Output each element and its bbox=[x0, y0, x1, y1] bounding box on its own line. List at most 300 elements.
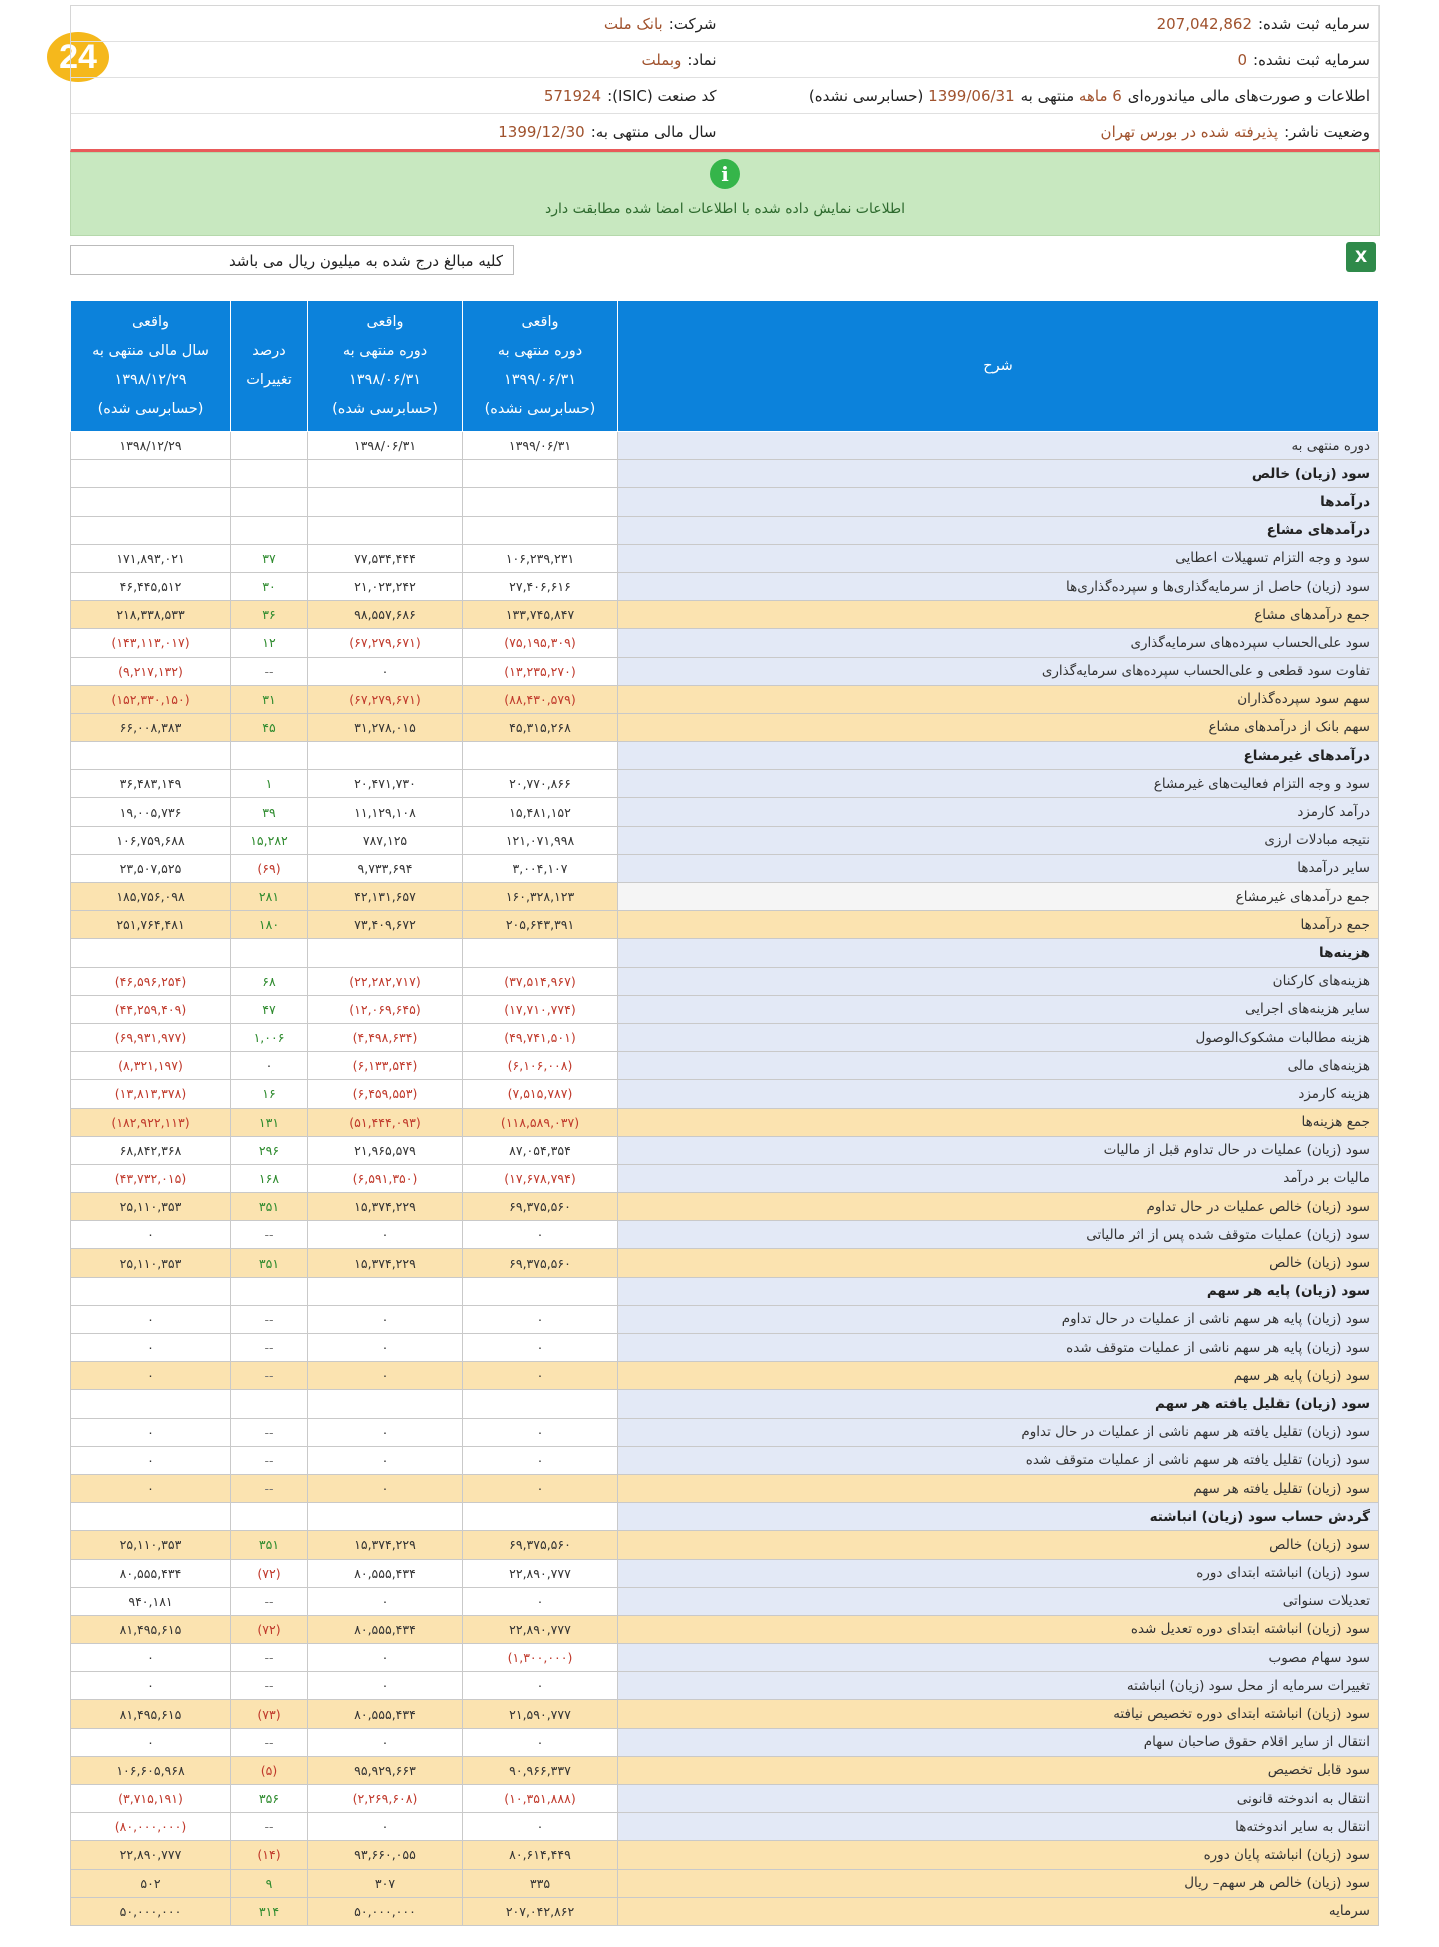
financial-statement-table-wrap bbox=[70, 300, 1378, 1926]
table-row bbox=[71, 1249, 1379, 1277]
value-period-1398 bbox=[308, 1503, 463, 1531]
company-value[interactable]: بانک ملت bbox=[603, 14, 663, 33]
row-description: سود (زیان) خالص bbox=[618, 460, 1379, 488]
value-change-percent: ۴۷ bbox=[231, 995, 308, 1023]
symbol-label: نماد: bbox=[687, 50, 717, 69]
isic-cell bbox=[71, 78, 725, 113]
value-period-1398: (۲۲,۲۸۲,۷۱۷) bbox=[308, 967, 463, 995]
value-period-1399: ۲۰,۷۷۰,۸۶۶ bbox=[463, 770, 618, 798]
value-period-1399: ۰ bbox=[463, 1221, 618, 1249]
value-period-1398 bbox=[308, 1390, 463, 1418]
fiscal-year-label: سال مالی منتهی به: bbox=[590, 122, 717, 141]
header-period-1399 bbox=[463, 301, 618, 432]
row-description: سود و وجه التزام فعالیت‌های غیرمشاع bbox=[618, 770, 1379, 798]
excel-export-icon[interactable]: X bbox=[1346, 242, 1376, 272]
value-change-percent: ۲۹۶ bbox=[231, 1136, 308, 1164]
company-cell bbox=[71, 6, 725, 41]
value-change-percent: ۱۲ bbox=[231, 629, 308, 657]
value-fiscal-year-1398: (۴۶,۵۹۶,۲۵۴) bbox=[71, 967, 231, 995]
table-row bbox=[71, 1672, 1379, 1700]
value-period-1398: ۰ bbox=[308, 1418, 463, 1446]
value-fiscal-year-1398: ۱۰۶,۶۰۵,۹۶۸ bbox=[71, 1756, 231, 1784]
table-row bbox=[71, 516, 1379, 544]
header-line: (حسابرسی شده) bbox=[97, 401, 204, 417]
row-description: جمع درآمدهای مشاع bbox=[618, 601, 1379, 629]
value-fiscal-year-1398: (۱۵۲,۳۳۰,۱۵۰) bbox=[71, 685, 231, 713]
value-period-1399: (۱۷,۷۱۰,۷۷۴) bbox=[463, 995, 618, 1023]
value-change-percent bbox=[231, 516, 308, 544]
publisher-status-value: پذیرفته شده در بورس تهران bbox=[1100, 122, 1279, 141]
value-period-1398: ۰ bbox=[308, 1587, 463, 1615]
header-line: ۱۳۹۸/۰۶/۳۱ bbox=[348, 372, 422, 388]
value-period-1399: ۲۰۷,۰۴۲,۸۶۲ bbox=[463, 1897, 618, 1925]
value-fiscal-year-1398: (۸,۳۲۱,۱۹۷) bbox=[71, 1052, 231, 1080]
row-description: تعدیلات سنواتی bbox=[618, 1587, 1379, 1615]
value-change-percent: ۳۵۶ bbox=[231, 1785, 308, 1813]
value-change-percent: ۲۸۱ bbox=[231, 883, 308, 911]
value-fiscal-year-1398: ۰ bbox=[71, 1728, 231, 1756]
value-period-1399: (۳۷,۵۱۴,۹۶۷) bbox=[463, 967, 618, 995]
row-description: سود (زیان) انباشته پایان دوره bbox=[618, 1841, 1379, 1869]
info-icon: i bbox=[710, 159, 740, 189]
value-period-1398: (۱۲,۰۶۹,۶۴۵) bbox=[308, 995, 463, 1023]
value-period-1398: (۶۷,۲۷۹,۶۷۱) bbox=[308, 685, 463, 713]
value-fiscal-year-1398 bbox=[71, 1277, 231, 1305]
value-period-1399: ۰ bbox=[463, 1418, 618, 1446]
value-period-1398: ۸۰,۵۵۵,۴۳۴ bbox=[308, 1615, 463, 1643]
row-description: سود (زیان) حاصل از سرمایه‌گذاری‌ها و سپرده‌گذاری‌ها bbox=[618, 572, 1379, 600]
value-change-percent: (۷۲) bbox=[231, 1559, 308, 1587]
table-row bbox=[71, 1446, 1379, 1474]
value-fiscal-year-1398: (۳,۷۱۵,۱۹۱) bbox=[71, 1785, 231, 1813]
value-fiscal-year-1398: ۶۶,۰۰۸,۳۸۳ bbox=[71, 713, 231, 741]
symbol-cell bbox=[71, 42, 725, 77]
value-fiscal-year-1398: ۵۰۲ bbox=[71, 1869, 231, 1897]
value-change-percent bbox=[231, 1277, 308, 1305]
value-fiscal-year-1398: ۲۵,۱۱۰,۳۵۳ bbox=[71, 1531, 231, 1559]
value-change-percent: ۱ bbox=[231, 770, 308, 798]
value-change-percent bbox=[231, 460, 308, 488]
value-period-1399: ۸۷,۰۵۴,۳۵۴ bbox=[463, 1136, 618, 1164]
row-description: سود (زیان) پایه هر سهم bbox=[618, 1362, 1379, 1390]
value-period-1398: ۲۰,۴۷۱,۷۳۰ bbox=[308, 770, 463, 798]
header-change-percent bbox=[231, 301, 308, 432]
header-line: واقعی bbox=[521, 314, 559, 330]
value-period-1398: ۱۵,۳۷۴,۲۲۹ bbox=[308, 1531, 463, 1559]
value-period-1399: ۱۰۶,۲۳۹,۲۳۱ bbox=[463, 544, 618, 572]
value-fiscal-year-1398: (۱۸۲,۹۲۲,۱۱۳) bbox=[71, 1108, 231, 1136]
value-period-1398: ۹۵,۹۲۹,۶۶۳ bbox=[308, 1756, 463, 1784]
header-line: دوره منتهی به bbox=[497, 343, 583, 359]
table-row bbox=[71, 939, 1379, 967]
table-row bbox=[71, 1193, 1379, 1221]
header-line: تغییرات bbox=[246, 372, 292, 388]
value-period-1399: ۱۳۹۹/۰۶/۳۱ bbox=[463, 432, 618, 460]
value-fiscal-year-1398: ۰ bbox=[71, 1221, 231, 1249]
table-row bbox=[71, 1334, 1379, 1362]
table-row bbox=[71, 572, 1379, 600]
value-period-1398: ۳۱,۲۷۸,۰۱۵ bbox=[308, 713, 463, 741]
value-change-percent: -- bbox=[231, 1728, 308, 1756]
value-period-1398: ۵۰,۰۰۰,۰۰۰ bbox=[308, 1897, 463, 1925]
value-period-1398: ۲۱,۰۲۳,۲۴۲ bbox=[308, 572, 463, 600]
table-row bbox=[71, 1277, 1379, 1305]
table-row bbox=[71, 1052, 1379, 1080]
value-change-percent: ۱۳۱ bbox=[231, 1108, 308, 1136]
value-change-percent: -- bbox=[231, 1334, 308, 1362]
company-info-panel bbox=[70, 5, 1380, 152]
value-fiscal-year-1398 bbox=[71, 1503, 231, 1531]
value-fiscal-year-1398: ۰ bbox=[71, 1644, 231, 1672]
table-row bbox=[71, 826, 1379, 854]
value-period-1399: ۲۷,۴۰۶,۶۱۶ bbox=[463, 572, 618, 600]
table-row bbox=[71, 1305, 1379, 1333]
table-row bbox=[71, 967, 1379, 995]
row-description: هزینه‌های مالی bbox=[618, 1052, 1379, 1080]
row-description: جمع درآمدها bbox=[618, 911, 1379, 939]
registered-capital-label: سرمایه ثبت شده: bbox=[1258, 14, 1370, 33]
table-row bbox=[71, 1362, 1379, 1390]
table-row bbox=[71, 1531, 1379, 1559]
value-period-1399: ۲۰۵,۶۴۳,۳۹۱ bbox=[463, 911, 618, 939]
value-fiscal-year-1398 bbox=[71, 742, 231, 770]
row-description: سود علی‌الحساب سپرده‌های سرمایه‌گذاری bbox=[618, 629, 1379, 657]
value-fiscal-year-1398: (۹,۲۱۷,۱۳۲) bbox=[71, 657, 231, 685]
value-fiscal-year-1398 bbox=[71, 516, 231, 544]
value-period-1399: ۰ bbox=[463, 1474, 618, 1502]
value-fiscal-year-1398: (۱۴۳,۱۱۳,۰۱۷) bbox=[71, 629, 231, 657]
value-period-1399: ۲۱,۵۹۰,۷۷۷ bbox=[463, 1700, 618, 1728]
value-change-percent: ۳۰ bbox=[231, 572, 308, 600]
value-change-percent bbox=[231, 742, 308, 770]
table-row bbox=[71, 1559, 1379, 1587]
value-period-1398: ۰ bbox=[308, 1221, 463, 1249]
value-period-1399: ۰ bbox=[463, 1813, 618, 1841]
info-row bbox=[71, 42, 1379, 78]
value-fiscal-year-1398 bbox=[71, 1390, 231, 1418]
value-period-1398: (۶,۴۵۹,۵۵۳) bbox=[308, 1080, 463, 1108]
value-fiscal-year-1398: ۶۸,۸۴۲,۳۶۸ bbox=[71, 1136, 231, 1164]
row-description: سهم بانک از درآمدهای مشاع bbox=[618, 713, 1379, 741]
value-change-percent bbox=[231, 488, 308, 516]
value-period-1399: ۰ bbox=[463, 1334, 618, 1362]
report-audit-status: (حسابرسی نشده) bbox=[808, 86, 924, 105]
value-period-1398: ۷۸۷,۱۲۵ bbox=[308, 826, 463, 854]
registered-capital-cell bbox=[725, 6, 1380, 41]
value-period-1399: ۳۳۵ bbox=[463, 1869, 618, 1897]
value-change-percent: (۱۴) bbox=[231, 1841, 308, 1869]
value-period-1399: ۶۹,۳۷۵,۵۶۰ bbox=[463, 1193, 618, 1221]
value-fiscal-year-1398: ۵۰,۰۰۰,۰۰۰ bbox=[71, 1897, 231, 1925]
header-line: ۱۳۹۹/۰۶/۳۱ bbox=[503, 372, 577, 388]
value-fiscal-year-1398: ۱۷۱,۸۹۳,۰۲۱ bbox=[71, 544, 231, 572]
value-period-1399: ۱۳۳,۷۴۵,۸۴۷ bbox=[463, 601, 618, 629]
value-fiscal-year-1398: ۱۳۹۸/۱۲/۲۹ bbox=[71, 432, 231, 460]
value-period-1398: ۱۱,۱۲۹,۱۰۸ bbox=[308, 798, 463, 826]
publisher-status-cell bbox=[725, 114, 1380, 149]
value-change-percent: ۱۸۰ bbox=[231, 911, 308, 939]
value-period-1398: (۶۷,۲۷۹,۶۷۱) bbox=[308, 629, 463, 657]
table-row bbox=[71, 1474, 1379, 1502]
value-period-1398: (۴,۴۹۸,۶۳۴) bbox=[308, 1023, 463, 1051]
header-line: ۱۳۹۸/۱۲/۲۹ bbox=[114, 372, 187, 388]
table-row bbox=[71, 911, 1379, 939]
row-description: تغییرات سرمایه از محل سود (زیان) انباشته bbox=[618, 1672, 1379, 1700]
value-change-percent: ۳۹ bbox=[231, 798, 308, 826]
value-fiscal-year-1398: ۰ bbox=[71, 1305, 231, 1333]
value-period-1399: ۱۲۱,۰۷۱,۹۹۸ bbox=[463, 826, 618, 854]
row-description: سایر هزینه‌های اجرایی bbox=[618, 995, 1379, 1023]
value-period-1398: ۰ bbox=[308, 657, 463, 685]
row-description: سود (زیان) تقلیل یافته هر سهم ناشی از عملیات متوقف شده bbox=[618, 1446, 1379, 1474]
header-line: واقعی bbox=[131, 314, 170, 330]
value-change-percent: ۱۶۸ bbox=[231, 1164, 308, 1192]
table-row bbox=[71, 1080, 1379, 1108]
value-change-percent: (۶۹) bbox=[231, 854, 308, 882]
value-change-percent: -- bbox=[231, 1813, 308, 1841]
value-period-1399: ۴۵,۳۱۵,۲۶۸ bbox=[463, 713, 618, 741]
fiscal-year-cell bbox=[71, 114, 725, 149]
value-change-percent: -- bbox=[231, 657, 308, 685]
value-period-1399: (۱۱۸,۵۸۹,۰۳۷) bbox=[463, 1108, 618, 1136]
row-description: نتیجه مبادلات ارزی bbox=[618, 826, 1379, 854]
value-change-percent: ۴۵ bbox=[231, 713, 308, 741]
value-fiscal-year-1398: ۲۲,۸۹۰,۷۷۷ bbox=[71, 1841, 231, 1869]
verification-banner bbox=[70, 152, 1380, 236]
value-change-percent: ۳۵۱ bbox=[231, 1193, 308, 1221]
row-description: سود (زیان) عملیات در حال تداوم قبل از مالیات bbox=[618, 1136, 1379, 1164]
value-period-1399: ۰ bbox=[463, 1587, 618, 1615]
row-description: سود (زیان) پایه هر سهم ناشی از عملیات در حال تداوم bbox=[618, 1305, 1379, 1333]
value-period-1399: (۷,۵۱۵,۷۸۷) bbox=[463, 1080, 618, 1108]
row-description: سود (زیان) خالص عملیات در حال تداوم bbox=[618, 1193, 1379, 1221]
value-period-1399: ۹۰,۹۶۶,۳۳۷ bbox=[463, 1756, 618, 1784]
value-period-1398: ۱۳۹۸/۰۶/۳۱ bbox=[308, 432, 463, 460]
value-period-1399: ۰ bbox=[463, 1362, 618, 1390]
table-row bbox=[71, 1108, 1379, 1136]
site-logo[interactable]: 24 bbox=[47, 32, 109, 82]
value-period-1399 bbox=[463, 939, 618, 967]
value-change-percent: ۹ bbox=[231, 1869, 308, 1897]
value-period-1398 bbox=[308, 939, 463, 967]
value-change-percent bbox=[231, 939, 308, 967]
row-description: سود (زیان) خالص bbox=[618, 1531, 1379, 1559]
table-row bbox=[71, 1390, 1379, 1418]
table-row bbox=[71, 995, 1379, 1023]
company-label: شرکت: bbox=[668, 14, 717, 33]
table-row bbox=[71, 1897, 1379, 1925]
row-description: سود (زیان) خالص هر سهم– ریال bbox=[618, 1869, 1379, 1897]
value-change-percent: -- bbox=[231, 1446, 308, 1474]
value-fiscal-year-1398: ۰ bbox=[71, 1446, 231, 1474]
value-period-1398: ۰ bbox=[308, 1305, 463, 1333]
value-period-1398: ۰ bbox=[308, 1334, 463, 1362]
row-description: سایر درآمدها bbox=[618, 854, 1379, 882]
value-fiscal-year-1398: (۴۴,۲۵۹,۴۰۹) bbox=[71, 995, 231, 1023]
value-period-1399 bbox=[463, 1277, 618, 1305]
value-period-1398: ۷۷,۵۳۴,۴۴۴ bbox=[308, 544, 463, 572]
value-fiscal-year-1398: (۴۳,۷۳۲,۰۱۵) bbox=[71, 1164, 231, 1192]
row-description: سود (زیان) انباشته ابتدای دوره bbox=[618, 1559, 1379, 1587]
header-line: دوره منتهی به bbox=[342, 343, 428, 359]
value-period-1399: ۱۶۰,۳۲۸,۱۲۳ bbox=[463, 883, 618, 911]
symbol-value[interactable]: وبملت bbox=[641, 50, 682, 69]
table-row bbox=[71, 685, 1379, 713]
value-change-percent: -- bbox=[231, 1418, 308, 1446]
value-fiscal-year-1398: ۴۶,۴۴۵,۵۱۲ bbox=[71, 572, 231, 600]
header-line: (حسابرسی نشده) bbox=[484, 401, 596, 417]
table-row bbox=[71, 1587, 1379, 1615]
row-description: هزینه کارمزد bbox=[618, 1080, 1379, 1108]
value-change-percent: (۷۲) bbox=[231, 1615, 308, 1643]
value-change-percent: ۳۷ bbox=[231, 544, 308, 572]
value-change-percent: ۶۸ bbox=[231, 967, 308, 995]
value-period-1398: ۹۸,۵۵۷,۶۸۶ bbox=[308, 601, 463, 629]
value-period-1399: ۱۵,۴۸۱,۱۵۲ bbox=[463, 798, 618, 826]
value-change-percent: ۳۵۱ bbox=[231, 1531, 308, 1559]
header-line: سال مالی منتهی به bbox=[92, 343, 209, 359]
value-period-1399 bbox=[463, 488, 618, 516]
row-description: دوره منتهی به bbox=[618, 432, 1379, 460]
value-period-1398 bbox=[308, 1277, 463, 1305]
row-description: سود (زیان) انباشته ابتدای دوره تعدیل شده bbox=[618, 1615, 1379, 1643]
value-period-1399: (۱۳,۲۳۵,۲۷۰) bbox=[463, 657, 618, 685]
value-period-1398 bbox=[308, 460, 463, 488]
row-description: سهم سود سپرده‌گذاران bbox=[618, 685, 1379, 713]
publisher-status-label: وضعیت ناشر: bbox=[1284, 122, 1370, 141]
value-change-percent: ۱۵,۲۸۲ bbox=[231, 826, 308, 854]
value-period-1398: ۱۵,۳۷۴,۲۲۹ bbox=[308, 1193, 463, 1221]
value-change-percent: -- bbox=[231, 1587, 308, 1615]
value-period-1399: (۴۹,۷۴۱,۵۰۱) bbox=[463, 1023, 618, 1051]
row-description: درآمدهای غیرمشاع bbox=[618, 742, 1379, 770]
value-fiscal-year-1398: ۳۶,۴۸۳,۱۴۹ bbox=[71, 770, 231, 798]
table-row bbox=[71, 1418, 1379, 1446]
table-header-row bbox=[71, 301, 1379, 432]
value-fiscal-year-1398: ۱۹,۰۰۵,۷۳۶ bbox=[71, 798, 231, 826]
value-period-1399 bbox=[463, 516, 618, 544]
value-period-1398: ۳۰۷ bbox=[308, 1869, 463, 1897]
value-period-1398: ۰ bbox=[308, 1672, 463, 1700]
value-change-percent: (۷۳) bbox=[231, 1700, 308, 1728]
row-description: سود (زیان) تقلیل یافته هر سهم bbox=[618, 1390, 1379, 1418]
table-row bbox=[71, 1728, 1379, 1756]
verification-message: اطلاعات نمایش داده شده با اطلاعات امضا شده مطابقت دارد bbox=[545, 201, 905, 217]
row-description: سود (زیان) تقلیل یافته هر سهم bbox=[618, 1474, 1379, 1502]
header-line: (حسابرسی شده) bbox=[332, 401, 438, 417]
value-period-1398: (۶,۱۳۳,۵۴۴) bbox=[308, 1052, 463, 1080]
value-period-1399: ۲۲,۸۹۰,۷۷۷ bbox=[463, 1615, 618, 1643]
table-row bbox=[71, 713, 1379, 741]
report-pre-text: اطلاعات و صورت‌های مالی میاندوره‌ای bbox=[1127, 86, 1370, 105]
value-fiscal-year-1398: ۲۵,۱۱۰,۳۵۳ bbox=[71, 1193, 231, 1221]
header-description bbox=[618, 301, 1379, 432]
row-description: سود و وجه التزام تسهیلات اعطایی bbox=[618, 544, 1379, 572]
table-row bbox=[71, 1700, 1379, 1728]
value-period-1399: (۱,۳۰۰,۰۰۰) bbox=[463, 1644, 618, 1672]
table-row bbox=[71, 1164, 1379, 1192]
row-description: درآمدهای مشاع bbox=[618, 516, 1379, 544]
row-description: هزینه‌های کارکنان bbox=[618, 967, 1379, 995]
value-fiscal-year-1398: ۱۰۶,۷۵۹,۶۸۸ bbox=[71, 826, 231, 854]
value-period-1398: ۱۵,۳۷۴,۲۲۹ bbox=[308, 1249, 463, 1277]
table-row bbox=[71, 1503, 1379, 1531]
value-change-percent bbox=[231, 1503, 308, 1531]
table-row bbox=[71, 798, 1379, 826]
row-description: سود (زیان) تقلیل یافته هر سهم ناشی از عملیات در حال تداوم bbox=[618, 1418, 1379, 1446]
value-fiscal-year-1398: ۰ bbox=[71, 1474, 231, 1502]
report-title-cell bbox=[725, 78, 1380, 113]
value-period-1398: ۸۰,۵۵۵,۴۳۴ bbox=[308, 1700, 463, 1728]
value-period-1398: ۰ bbox=[308, 1362, 463, 1390]
value-change-percent: -- bbox=[231, 1644, 308, 1672]
value-period-1399: ۰ bbox=[463, 1305, 618, 1333]
value-period-1399: ۰ bbox=[463, 1446, 618, 1474]
value-period-1398: ۰ bbox=[308, 1644, 463, 1672]
table-row bbox=[71, 657, 1379, 685]
value-period-1398 bbox=[308, 742, 463, 770]
value-period-1398 bbox=[308, 516, 463, 544]
value-change-percent: ۱۶ bbox=[231, 1080, 308, 1108]
row-description: سود (زیان) خالص bbox=[618, 1249, 1379, 1277]
table-row bbox=[71, 742, 1379, 770]
unregistered-capital-cell bbox=[725, 42, 1380, 77]
table-row bbox=[71, 1221, 1379, 1249]
value-period-1399: ۸۰,۶۱۴,۴۴۹ bbox=[463, 1841, 618, 1869]
isic-label: کد صنعت (ISIC): bbox=[607, 86, 717, 105]
report-months: 6 ماهه bbox=[1078, 86, 1122, 105]
value-fiscal-year-1398: ۰ bbox=[71, 1362, 231, 1390]
table-row bbox=[71, 1785, 1379, 1813]
header-fiscal-year-1398 bbox=[71, 301, 231, 432]
value-change-percent: -- bbox=[231, 1362, 308, 1390]
table-row bbox=[71, 601, 1379, 629]
table-row bbox=[71, 1023, 1379, 1051]
value-change-percent: ۱,۰۰۶ bbox=[231, 1023, 308, 1051]
value-change-percent: -- bbox=[231, 1305, 308, 1333]
row-description: سود (زیان) عملیات متوقف شده پس از اثر مالیاتی bbox=[618, 1221, 1379, 1249]
value-fiscal-year-1398: ۰ bbox=[71, 1672, 231, 1700]
table-row bbox=[71, 544, 1379, 572]
value-period-1398: ۸۰,۵۵۵,۴۳۴ bbox=[308, 1559, 463, 1587]
table-row bbox=[71, 629, 1379, 657]
header-line: واقعی bbox=[366, 314, 404, 330]
table-row bbox=[71, 883, 1379, 911]
info-row bbox=[71, 6, 1379, 42]
row-description: جمع درآمدهای غیرمشاع bbox=[618, 883, 1379, 911]
value-change-percent: -- bbox=[231, 1672, 308, 1700]
value-change-percent: ۰ bbox=[231, 1052, 308, 1080]
value-period-1399: ۶۹,۳۷۵,۵۶۰ bbox=[463, 1531, 618, 1559]
table-row bbox=[71, 1756, 1379, 1784]
value-period-1399: ۲۲,۸۹۰,۷۷۷ bbox=[463, 1559, 618, 1587]
value-change-percent: -- bbox=[231, 1221, 308, 1249]
value-period-1398: ۷۳,۴۰۹,۶۷۲ bbox=[308, 911, 463, 939]
value-period-1399 bbox=[463, 1503, 618, 1531]
table-row bbox=[71, 770, 1379, 798]
value-change-percent: -- bbox=[231, 1474, 308, 1502]
value-period-1399: (۸۸,۴۳۰,۵۷۹) bbox=[463, 685, 618, 713]
value-period-1399 bbox=[463, 1390, 618, 1418]
info-row bbox=[71, 78, 1379, 114]
value-change-percent: (۵) bbox=[231, 1756, 308, 1784]
value-period-1398: (۶,۵۹۱,۳۵۰) bbox=[308, 1164, 463, 1192]
value-period-1399: (۱۷,۶۷۸,۷۹۴) bbox=[463, 1164, 618, 1192]
header-line: درصد bbox=[252, 343, 286, 359]
table-row bbox=[71, 1136, 1379, 1164]
value-period-1398: ۹,۷۳۳,۶۹۴ bbox=[308, 854, 463, 882]
value-fiscal-year-1398: ۰ bbox=[71, 1418, 231, 1446]
